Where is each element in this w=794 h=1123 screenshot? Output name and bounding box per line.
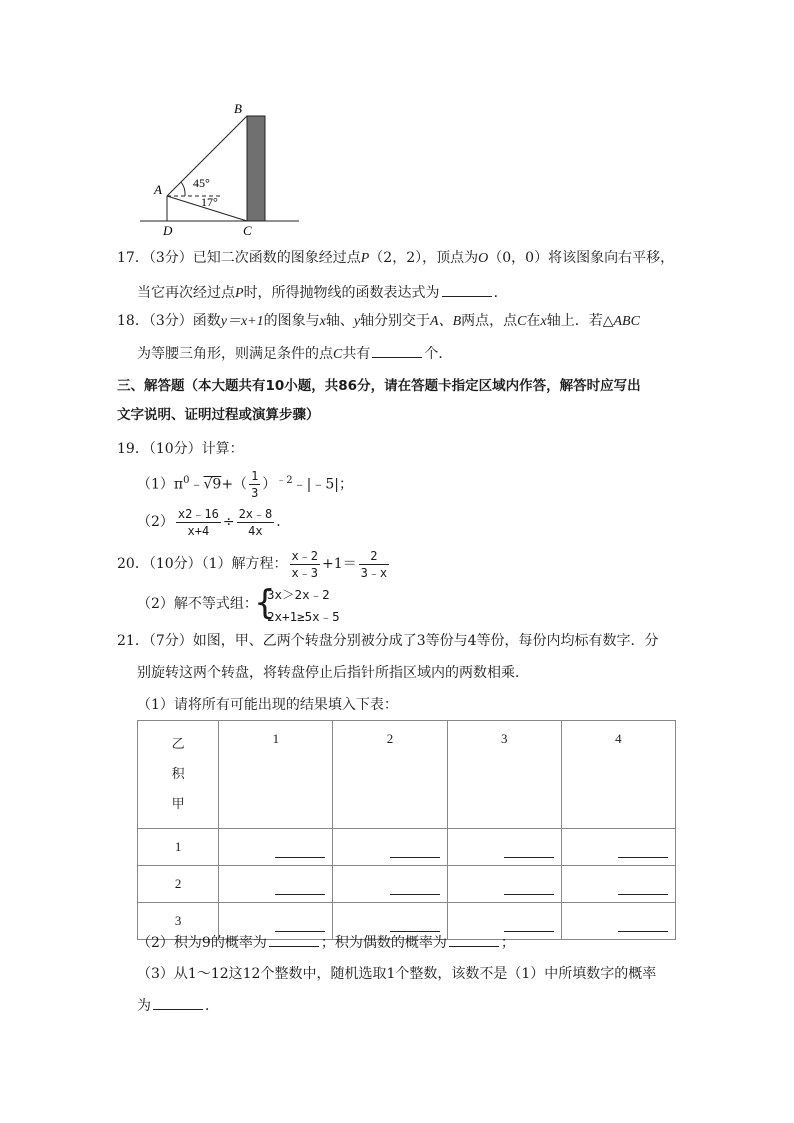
q21-p3c: ． bbox=[205, 998, 219, 1014]
q19-frac-num: 1 bbox=[251, 469, 259, 484]
col-header-3: 3 bbox=[447, 721, 561, 829]
answer-blank[interactable] bbox=[618, 911, 668, 932]
q19-p2-label: （2） bbox=[137, 514, 174, 530]
q21-part3-line1: （3）从1～12这12个整数中，随机选取1个整数，该数不是（1）中所填数字的概率 bbox=[137, 966, 657, 982]
q18-mid5: 在 bbox=[526, 313, 541, 329]
q20-frac-b-num: 2 bbox=[359, 548, 389, 565]
q19-minus: ﹣ bbox=[189, 476, 204, 493]
answer-blank[interactable] bbox=[275, 837, 325, 858]
table-cell bbox=[561, 829, 675, 866]
q21-prob-not-blank[interactable] bbox=[153, 995, 203, 1010]
q20-fraction-b bbox=[359, 548, 389, 581]
q17-coords1: （2，2），顶点为 bbox=[369, 250, 479, 266]
angle-17-label: 17° bbox=[201, 195, 218, 209]
q18-mid6: 轴上．若△ bbox=[546, 313, 614, 329]
q18-prefix: 18．（3分）函数 bbox=[117, 313, 221, 329]
q19-tail: ﹣|﹣5|； bbox=[292, 476, 354, 493]
q18-c: C bbox=[517, 314, 527, 329]
q19-part2 bbox=[137, 503, 290, 541]
q20-frac-a-den: x﹣3 bbox=[291, 565, 318, 580]
q20-inequality-2: 2x+1≥5x﹣5 bbox=[267, 609, 340, 624]
q18-c2: C bbox=[333, 347, 343, 362]
q18-mid: 的图象与 bbox=[263, 313, 320, 329]
col-header-4: 4 bbox=[561, 721, 675, 829]
answer-blank[interactable] bbox=[275, 911, 325, 932]
answer-blank[interactable] bbox=[390, 911, 440, 932]
q19-exp0: 0 bbox=[183, 475, 190, 486]
label-b: B bbox=[234, 101, 242, 116]
q21-p2c: ； bbox=[500, 935, 515, 951]
corner-jia: 甲 bbox=[171, 796, 185, 811]
q18-line2 bbox=[137, 343, 452, 365]
q19-frac-den: 3 bbox=[251, 486, 259, 501]
q18-points: A、B bbox=[430, 314, 462, 329]
q19-frac-a-num: x2﹣16 bbox=[177, 506, 219, 521]
table-cell bbox=[447, 829, 561, 866]
q18-x: x bbox=[319, 314, 326, 329]
answer-blank[interactable] bbox=[275, 874, 325, 895]
q21-part2 bbox=[137, 932, 515, 953]
q19-sqrt: √9 bbox=[203, 476, 222, 493]
corner-yi: 乙 bbox=[171, 736, 185, 751]
q18-y: y bbox=[353, 314, 361, 329]
q18-line1 bbox=[117, 311, 640, 332]
label-c: C bbox=[243, 223, 252, 236]
q17-answer-blank[interactable] bbox=[442, 282, 492, 297]
col-header-2: 2 bbox=[333, 721, 447, 829]
table-row bbox=[138, 829, 676, 866]
answer-blank[interactable] bbox=[504, 837, 554, 858]
q17-line2 bbox=[137, 282, 508, 304]
q19-plus: +（ bbox=[221, 476, 248, 493]
q21-prob9-blank[interactable] bbox=[269, 932, 319, 947]
answer-blank[interactable] bbox=[618, 874, 668, 895]
answer-blank[interactable] bbox=[504, 874, 554, 895]
table-cell bbox=[333, 829, 447, 866]
q17-line1 bbox=[117, 248, 674, 269]
row-header-3: 3 bbox=[138, 903, 219, 940]
answer-blank[interactable] bbox=[618, 837, 668, 858]
q20-title: 20．（10分）（1）解方程： bbox=[117, 556, 288, 572]
q20-inequality-system bbox=[267, 584, 340, 628]
row-header-1: 1 bbox=[138, 829, 219, 866]
label-d: D bbox=[163, 223, 173, 236]
q20-plus: +1＝ bbox=[322, 556, 357, 572]
q20-inequality-1: 3x＞2x﹣2 bbox=[267, 587, 330, 602]
q19-part1 bbox=[137, 464, 353, 502]
q19-fraction-1-3 bbox=[249, 468, 260, 501]
corner-ji: 积 bbox=[171, 766, 185, 781]
q18-answer-blank[interactable] bbox=[372, 343, 422, 358]
building bbox=[247, 116, 265, 221]
q19-frac-a-den: x+4 bbox=[187, 523, 210, 538]
q17-line2a: 当它再次经过点 bbox=[137, 285, 235, 301]
table-cell bbox=[447, 866, 561, 903]
q17-point-p2: P bbox=[235, 286, 244, 301]
q20-brace: { bbox=[254, 583, 276, 623]
q19-fraction-b bbox=[237, 506, 275, 539]
col-header-1: 1 bbox=[219, 721, 333, 829]
q19-title: 19．（10分）计算： bbox=[117, 441, 244, 457]
q19-pi: π bbox=[173, 476, 184, 493]
q19-fraction-a bbox=[176, 506, 221, 539]
answer-blank[interactable] bbox=[390, 837, 440, 858]
q18-function: y＝x+1 bbox=[220, 314, 264, 329]
angle-arc bbox=[181, 182, 185, 196]
q20-fraction-a bbox=[290, 548, 320, 581]
q21-p3b: 为 bbox=[137, 998, 151, 1014]
q21-part1: （1）请将所有可能出现的结果填入下表： bbox=[137, 697, 398, 713]
table-row bbox=[138, 866, 676, 903]
q19-divide: ÷ bbox=[222, 514, 235, 530]
q18-end: 个． bbox=[424, 346, 453, 362]
q17-point-p: P bbox=[360, 251, 370, 266]
q18-line2b: 共有 bbox=[342, 346, 371, 362]
section3-heading-line1: 三、解答题（本大题共有10小题，共86分，请在答题卡指定区域内作答，解答时应写出 bbox=[117, 378, 641, 394]
q17-line2b: 时，所得抛物线的函数表达式为 bbox=[243, 285, 440, 301]
q17-coords2: （0，0）将该图象向右平移， bbox=[488, 250, 675, 266]
q18-mid2: 轴、 bbox=[325, 313, 354, 329]
q17-prefix: 17．（3分）已知二次函数的图象经过点 bbox=[117, 250, 361, 266]
q19-exp-neg2: ﹣2 bbox=[276, 475, 293, 486]
q18-mid3: 轴分别交于 bbox=[360, 313, 431, 329]
q18-mid4: 两点，点 bbox=[461, 313, 518, 329]
geometry-figure bbox=[135, 98, 305, 236]
q20-frac-b-den: 3﹣x bbox=[360, 565, 388, 580]
q21-prob-even-blank[interactable] bbox=[449, 932, 499, 947]
table-corner-cell bbox=[138, 721, 219, 829]
q18-x2: x bbox=[540, 314, 547, 329]
q19-frac-b-den: 4x bbox=[248, 523, 263, 538]
results-table bbox=[137, 720, 676, 940]
q17-end: ． bbox=[493, 285, 508, 301]
label-a: A bbox=[154, 182, 162, 197]
table-cell bbox=[561, 903, 675, 940]
q21-line1: 21．（7分）如图，甲、乙两个转盘分别被分成了3等份与4等份，每份内均标有数字．分 bbox=[117, 633, 659, 649]
q19-frac-b-num: 2x﹣8 bbox=[238, 506, 273, 521]
q20-part2-label: （2）解不等式组： bbox=[137, 596, 258, 612]
q21-p2b: ；积为偶数的概率为 bbox=[320, 935, 447, 951]
q21-line2: 别旋转这两个转盘，将转盘停止后指针所指区域内的两数相乘． bbox=[137, 665, 529, 681]
table-cell bbox=[219, 866, 333, 903]
section3-heading-line2: 文字说明、证明过程或演算步骤） bbox=[117, 407, 320, 423]
q19-p2-end: ． bbox=[276, 514, 291, 530]
table-cell bbox=[561, 866, 675, 903]
q18-line2a: 为等腰三角形，则满足条件的点 bbox=[137, 346, 333, 362]
table-cell bbox=[333, 866, 447, 903]
q20-frac-a-num: x﹣2 bbox=[291, 548, 318, 563]
answer-blank[interactable] bbox=[390, 874, 440, 895]
table-cell bbox=[219, 829, 333, 866]
q20-part1 bbox=[117, 545, 391, 583]
row-header-2: 2 bbox=[138, 866, 219, 903]
q19-p1-label: （1） bbox=[137, 476, 174, 493]
q18-abc: ABC bbox=[613, 314, 640, 329]
table-header-row bbox=[138, 721, 676, 829]
q21-p2a: （2）积为9的概率为 bbox=[137, 935, 267, 951]
q19-close: ） bbox=[262, 476, 277, 493]
answer-blank[interactable] bbox=[504, 911, 554, 932]
q21-part3-line2 bbox=[137, 995, 219, 1016]
angle-45-label: 45° bbox=[193, 176, 210, 190]
q17-point-o: O bbox=[478, 251, 489, 266]
